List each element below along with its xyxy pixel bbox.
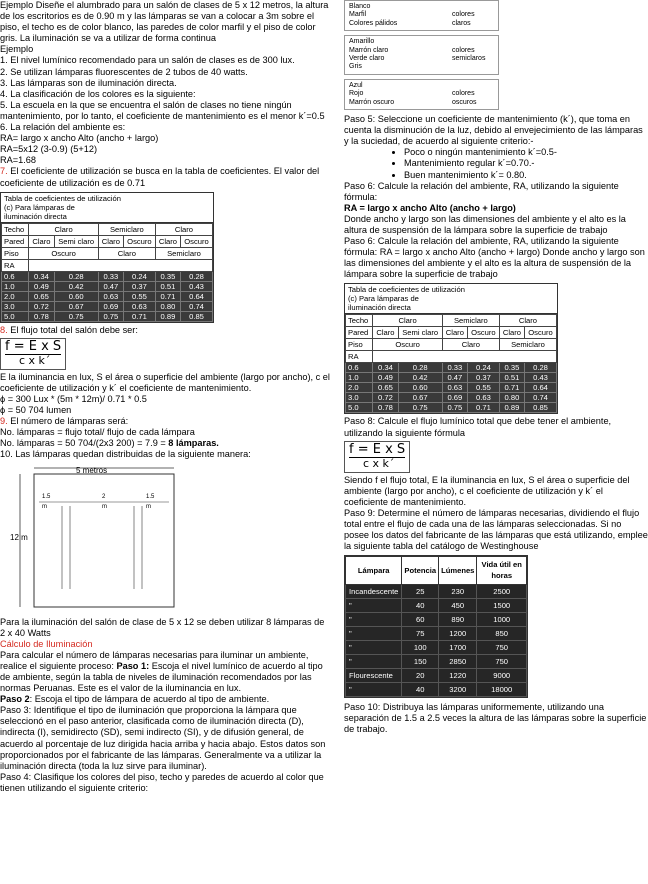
svg-text:m: m bbox=[102, 504, 107, 511]
lamp-table-row bbox=[346, 626, 527, 640]
step-2: 2. Se utilizan lámparas fluorescentes de 2 tubos de 40 watts. bbox=[0, 66, 248, 77]
coef-cell: 0.80 bbox=[499, 393, 524, 403]
coef-cell: 2.0 bbox=[346, 383, 373, 393]
coef-cell: 0.74 bbox=[181, 301, 213, 311]
coefficient-table bbox=[0, 192, 214, 323]
coef-table-row bbox=[2, 311, 213, 321]
coef-cell: 0.71 bbox=[155, 291, 180, 301]
flux-formula: f = E x S c x k´ bbox=[0, 338, 66, 370]
lamp-cell: 60 bbox=[402, 612, 439, 626]
coef-table-row bbox=[346, 363, 557, 373]
coef-cell: 0.63 bbox=[442, 383, 467, 393]
ra-result: RA=1.68 bbox=[0, 155, 37, 166]
coef-cell: 0.55 bbox=[467, 383, 499, 393]
coef-cell: 5.0 bbox=[2, 311, 29, 321]
paso-9: Paso 9: Determine el número de lámparas necesarias, dividiendo el flujo total entre el flujo de cada una de las lámparas seleccionadas. Si no posee los datos del fabricante de las lámparas que está utilizando, emplee la siguiente tabla del catálogo de Westinghouse bbox=[344, 507, 648, 552]
paso-5: Paso 5: Seleccione un coeficiente de mantenimiento (k´), que toma en cuenta la disminución de la luz, debido al envejecimiento de las lámparas y la suciedad, de acuerdo al siguiente criterio:- bbox=[344, 114, 643, 147]
lamp-cell: Flourescente bbox=[346, 669, 402, 683]
step-10: 10. Las lámparas quedan distribuidas de la siguiente manera: bbox=[0, 449, 251, 460]
lamp-cell: 230 bbox=[439, 584, 477, 598]
lamp-header-cell: Lúmenes bbox=[439, 557, 477, 584]
right-column bbox=[344, 0, 648, 736]
coef-cell: 0.34 bbox=[29, 271, 54, 281]
step-8: 8. El flujo total del salón debe ser: bbox=[0, 324, 138, 335]
flux-formula-2: f = E x S c x k´ bbox=[344, 441, 410, 473]
coef-cell: 0.69 bbox=[442, 393, 467, 403]
coef-cell: 0.78 bbox=[373, 403, 398, 413]
coef-cell: 0.75 bbox=[398, 403, 442, 413]
coef-cell: 0.63 bbox=[123, 301, 155, 311]
lamp-table-row bbox=[346, 640, 527, 654]
lamp-cell: 40 bbox=[402, 598, 439, 612]
coef-cell: 0.78 bbox=[29, 311, 54, 321]
lamp-cell: 25 bbox=[402, 584, 439, 598]
coef-cell: 0.69 bbox=[98, 301, 123, 311]
calc-heading: Cálculo de Iluminación bbox=[0, 638, 93, 649]
coef-cell: 0.75 bbox=[98, 311, 123, 321]
step-5: 5. La escuela en la que se encuentra el salón de clases no tiene ningún mantenimiento, por lo tanto, el coeficiente de mantenimiento es el menor k´=0.5 bbox=[0, 99, 325, 121]
coef-cell: 1.0 bbox=[346, 373, 373, 383]
lamp-cell: 150 bbox=[402, 654, 439, 668]
coef-cell: 0.28 bbox=[398, 363, 442, 373]
step-9: 9. El número de lámparas será: bbox=[0, 416, 129, 427]
paso-2: Paso 2: Escoja el tipo de lámpara de acuerdo al tipo de ambiente. bbox=[0, 694, 270, 705]
svg-text:1.5: 1.5 bbox=[42, 494, 51, 501]
lamp-cell: 18000 bbox=[477, 683, 527, 697]
coef-cell: 0.28 bbox=[525, 363, 557, 373]
paso-3: Paso 3: Identifique el tipo de iluminación que proporciona la lámpara que seleccionó en el paso anterior, clasificada como de iluminación directa (D), indirecta (I), semidirecto (SD), semi indirecto (SI), y de difusión general, de acuerdo al porcentaje de luz dirigida hacia arriba y hacia abajo. Estos datos son proporcionados por el fabricante de las lámparas. Generalmente va a utilizar la iluminación directa (toda la luz sirve para iluminar). bbox=[0, 705, 326, 771]
coef-cell: 0.49 bbox=[29, 281, 54, 291]
coef-table-title: Tabla de coeficientes de utilización (c) Para lámparas de iluminación directa bbox=[345, 284, 557, 314]
ra-formula: RA= largo x ancho Alto (ancho + largo) bbox=[0, 133, 159, 144]
lamp-cell: 850 bbox=[477, 626, 527, 640]
lamp-table-row bbox=[346, 683, 527, 697]
lamp-cell: 2500 bbox=[477, 584, 527, 598]
left-column bbox=[0, 0, 330, 794]
coef-table-title: Tabla de coeficientes de utilización (c) Para lámparas de iluminación directa bbox=[1, 193, 213, 223]
phi-calc: ϕ = 300 Lux * (5m * 12m)/ 0.71 * 0.5 bbox=[0, 393, 147, 404]
phi-result: ϕ = 50 704 lumen bbox=[0, 404, 72, 415]
paso-10: Paso 10: Distribuya las lámparas uniformemente, utilizando una separación de 1.5 a 2.5 veces la altura de las lámparas sobre la superficie de trabajo. bbox=[344, 702, 647, 735]
lamp-cell: 1000 bbox=[477, 612, 527, 626]
coef-table-body bbox=[346, 363, 557, 413]
step-6: 6. La relación del ambiente es: bbox=[0, 122, 126, 133]
paso-8: Paso 8: Calcule el flujo lumínico total que debe tener el ambiente, utilizando la siguiente fórmula bbox=[344, 416, 612, 438]
maintenance-list bbox=[344, 147, 648, 180]
coef-cell: 0.65 bbox=[373, 383, 398, 393]
lamp-cell: 1500 bbox=[477, 598, 527, 612]
coef-cell: 0.71 bbox=[123, 311, 155, 321]
coef-cell: 0.43 bbox=[181, 281, 213, 291]
step-4: 4. La clasificación de los colores es la siguiente: bbox=[0, 88, 196, 99]
lamp-header-cell: Lámpara bbox=[346, 557, 402, 584]
coef-cell: 0.33 bbox=[98, 271, 123, 281]
coef-grid: Techo Claro Semiclaro Claro Pared Claro Semi claro Claro Oscuro Claro Oscuro Piso Oscuro Claro Semiclaro RA 0.6 0.34 0.28 0.33 0.24 0.35 0.28 1.0 0.49 0.42 0.47 0.37 0.51 0.43 2.0 0.65 0.60 0.63 0.55 0.71 0.64 3.0 0.72 0.67 0.69 0.63 0.80 0.74 5.0 0.78 0.75 0.75 0.71 0.89 0.85 bbox=[345, 314, 557, 413]
coef-cell: 0.72 bbox=[373, 393, 398, 403]
coef-cell: 0.75 bbox=[442, 403, 467, 413]
svg-text:m: m bbox=[42, 504, 47, 511]
step-7: 7. El coeficiente de utilización se busca en la tabla de coeficientes. El valor del coeficiente de utilización es de 0.71 bbox=[0, 166, 320, 188]
coef-cell: 0.71 bbox=[467, 403, 499, 413]
paso-4: Paso 4: Clasifique los colores del piso, techo y paredes de acuerdo al color que tienen utilizando el siguiente criterio: bbox=[0, 771, 324, 793]
coef-grid: Techo Claro Semiclaro Claro Pared Claro Semi claro Claro Oscuro Claro Oscuro Piso Oscuro Claro Semiclaro RA 0.6 0.34 0.28 0.33 0.24 0.35 0.28 1.0 0.49 0.42 0.47 0.37 0.51 0.43 2.0 0.65 0.60 0.63 0.55 0.71 0.64 3.0 0.72 0.67 0.69 0.63 0.80 0.74 5.0 0.78 0.75 0.75 0.71 0.89 0.85 bbox=[1, 223, 213, 322]
maintenance-item: • Mantenimiento regular k´=0.70.- bbox=[404, 158, 648, 169]
lamp-table-header bbox=[346, 557, 527, 584]
coef-table-row bbox=[2, 281, 213, 291]
coef-cell: 0.85 bbox=[525, 403, 557, 413]
coef-cell: 0.55 bbox=[123, 291, 155, 301]
lamp-cell: 1200 bbox=[439, 626, 477, 640]
coef-cell: 3.0 bbox=[346, 393, 373, 403]
coef-cell: 0.47 bbox=[442, 373, 467, 383]
step-1: 1. El nivel lumínico recomendado para un salón de clases es de 300 lux. bbox=[0, 55, 295, 66]
lamp-cell: " bbox=[346, 626, 402, 640]
coef-cell: 0.28 bbox=[54, 271, 98, 281]
lamp-cell: 750 bbox=[477, 654, 527, 668]
conclusion: Para la iluminación del salón de clase de 5 x 12 se deben utilizar 8 lámparas de 2 x 40 Watts bbox=[0, 616, 325, 638]
coef-cell: 0.75 bbox=[54, 311, 98, 321]
lamp-table-body bbox=[346, 584, 527, 697]
coef-cell: 0.37 bbox=[123, 281, 155, 291]
coef-cell: 0.28 bbox=[181, 271, 213, 281]
color-class-dark: Azul Rojo colores Marrón oscuro oscuros bbox=[344, 79, 499, 110]
lamp-table-row bbox=[346, 669, 527, 683]
step-8-description: E la iluminancia en lux, S el área o superficie del ambiente (largo por ancho), c el coeficiente de utilización y k´ el coeficiente de mantenimiento. bbox=[0, 371, 330, 393]
lamp-cell: Incandescente bbox=[346, 584, 402, 598]
width-label: 5 metros bbox=[76, 466, 108, 476]
coef-cell: 0.43 bbox=[525, 373, 557, 383]
paso-6a: Paso 6: Calcule la relación del ambiente, RA, utilizando la siguiente fórmula: bbox=[344, 180, 619, 202]
coef-cell: 0.60 bbox=[398, 383, 442, 393]
coef-cell: 0.34 bbox=[373, 363, 398, 373]
coef-cell: 0.6 bbox=[346, 363, 373, 373]
coef-cell: 0.42 bbox=[54, 281, 98, 291]
coef-table-row bbox=[2, 271, 213, 281]
lamp-cell: 750 bbox=[477, 640, 527, 654]
lamp-cell: " bbox=[346, 683, 402, 697]
lamp-cell: " bbox=[346, 640, 402, 654]
coef-cell: 0.47 bbox=[98, 281, 123, 291]
coef-cell: 0.67 bbox=[54, 301, 98, 311]
coef-cell: 0.72 bbox=[29, 301, 54, 311]
coef-cell: 0.63 bbox=[98, 291, 123, 301]
coef-cell: 0.24 bbox=[467, 363, 499, 373]
coef-table-body bbox=[2, 271, 213, 321]
lamp-count-result: No. lámparas = 50 704/(2x3 200) = 7.9 = 8 lámparas. bbox=[0, 438, 219, 449]
coef-table-row bbox=[2, 301, 213, 311]
coef-cell: 0.49 bbox=[373, 373, 398, 383]
coef-cell: 0.63 bbox=[467, 393, 499, 403]
ra-formula-bold: RA = largo x ancho Alto (ancho + largo) bbox=[344, 202, 516, 213]
coef-cell: 0.37 bbox=[467, 373, 499, 383]
paso-8b: Siendo f el flujo total, E la iluminancia en lux, S el área o superficie del ambiente (largo por ancho), c el coeficiente de utilización y k´ el coeficiente de mantenimiento. bbox=[344, 474, 630, 507]
coef-cell: 0.60 bbox=[54, 291, 98, 301]
coef-cell: 0.42 bbox=[398, 373, 442, 383]
lamp-cell: 3200 bbox=[439, 683, 477, 697]
coef-cell: 2.0 bbox=[2, 291, 29, 301]
lamp-cell: " bbox=[346, 654, 402, 668]
coefficient-table-2 bbox=[344, 283, 558, 414]
lamp-cell: 20 bbox=[402, 669, 439, 683]
coef-cell: 0.65 bbox=[29, 291, 54, 301]
color-class-light: Blanco Marfil colores Colores pálidos claros bbox=[344, 0, 499, 31]
coef-table-row bbox=[346, 373, 557, 383]
lamp-cell: " bbox=[346, 612, 402, 626]
lamp-cell: 100 bbox=[402, 640, 439, 654]
lamp-header-cell: Vida útil en horas bbox=[477, 557, 527, 584]
coef-cell: 0.85 bbox=[181, 311, 213, 321]
lamp-cell: 1700 bbox=[439, 640, 477, 654]
coef-cell: 0.35 bbox=[155, 271, 180, 281]
calc-intro: Para calcular el número de lámparas necesarias para iluminar un ambiente, realice el siguiente proceso: Paso 1: Escoja el nivel lumínico de acuerdo al tipo de ambiente, según la tabla de niveles de iluminación recomendados por las normas Peruanas. Este es el valor de la iluminancia en lux. bbox=[0, 649, 323, 694]
coef-table-row bbox=[346, 383, 557, 393]
color-class-semilight: Amarillo Marrón claro colores Verde claro semiclaros Gris bbox=[344, 35, 499, 75]
lamp-cell: 75 bbox=[402, 626, 439, 640]
ra-substitution: RA=5x12 (3-0.9) (5+12) bbox=[0, 144, 98, 155]
lamp-cell: 2850 bbox=[439, 654, 477, 668]
lamp-catalog-table bbox=[344, 555, 528, 698]
lamp-count-formula: No. lámparas = flujo total/ flujo de cada lámpara bbox=[0, 427, 195, 438]
lamp-cell: 890 bbox=[439, 612, 477, 626]
coef-cell: 5.0 bbox=[346, 403, 373, 413]
coef-cell: 0.6 bbox=[2, 271, 29, 281]
lamp-cell: 450 bbox=[439, 598, 477, 612]
coef-cell: 0.89 bbox=[499, 403, 524, 413]
ejemplo-label: Ejemplo bbox=[0, 44, 34, 55]
coef-cell: 0.67 bbox=[398, 393, 442, 403]
lamp-table-row bbox=[346, 612, 527, 626]
coef-cell: 0.89 bbox=[155, 311, 180, 321]
coef-table-row bbox=[346, 403, 557, 413]
maintenance-item: • Poco o ningún mantenimiento k´=0.5- bbox=[404, 147, 648, 158]
lamp-cell: 40 bbox=[402, 683, 439, 697]
lamp-table-row bbox=[346, 654, 527, 668]
coef-cell: 0.80 bbox=[155, 301, 180, 311]
paso-6b: Donde ancho y largo son las dimensiones del ambiente y el alto es la altura de suspensión de la lámpara sobre la superficie de trabajo bbox=[344, 213, 626, 235]
coef-cell: 0.64 bbox=[525, 383, 557, 393]
lamp-cell: 1220 bbox=[439, 669, 477, 683]
svg-text:m: m bbox=[146, 504, 151, 511]
intro-text: Ejemplo Diseñe el alumbrado para un salón de clases de 5 x 12 metros, la altura de los escritorios es de 0.90 m y las lámparas se van a colocar a 3m sobre el piso, el techo es de color blanco, las paredes de color marfil y el piso de color gris. La iluminación se va a utilizar de forma continua bbox=[0, 0, 329, 44]
coef-cell: 1.0 bbox=[2, 281, 29, 291]
svg-text:2: 2 bbox=[102, 494, 106, 501]
paso-6c: Paso 6: Calcule la relación del ambiente, RA, utilizando la siguiente fórmula: RA = largo x ancho Alto (ancho + largo) Donde ancho y largo son las dimensiones del ambiente y el alto es la altura de suspensión de la lámpara sobre la superficie de trabajo bbox=[344, 236, 645, 280]
coef-cell: 0.35 bbox=[499, 363, 524, 373]
lamp-table-row bbox=[346, 598, 527, 612]
coef-cell: 0.74 bbox=[525, 393, 557, 403]
coef-cell: 0.33 bbox=[442, 363, 467, 373]
coef-cell: 0.71 bbox=[499, 383, 524, 393]
coef-cell: 0.51 bbox=[499, 373, 524, 383]
coef-cell: 0.64 bbox=[181, 291, 213, 301]
coef-table-row bbox=[346, 393, 557, 403]
coef-cell: 0.51 bbox=[155, 281, 180, 291]
lamp-layout-diagram bbox=[6, 464, 266, 609]
lamp-cell: 9000 bbox=[477, 669, 527, 683]
maintenance-item: • Buen mantenimiento k´= 0.80. bbox=[404, 170, 648, 181]
step-3: 3. Las lámparas son de iluminación directa. bbox=[0, 77, 177, 88]
lamp-table-row bbox=[346, 584, 527, 598]
coef-cell: 3.0 bbox=[2, 301, 29, 311]
lamp-cell: " bbox=[346, 598, 402, 612]
height-label: 12 m bbox=[10, 533, 28, 543]
svg-text:1.5: 1.5 bbox=[146, 494, 155, 501]
coef-cell: 0.24 bbox=[123, 271, 155, 281]
lamp-header-cell: Potencia bbox=[402, 557, 439, 584]
coef-table-row bbox=[2, 291, 213, 301]
